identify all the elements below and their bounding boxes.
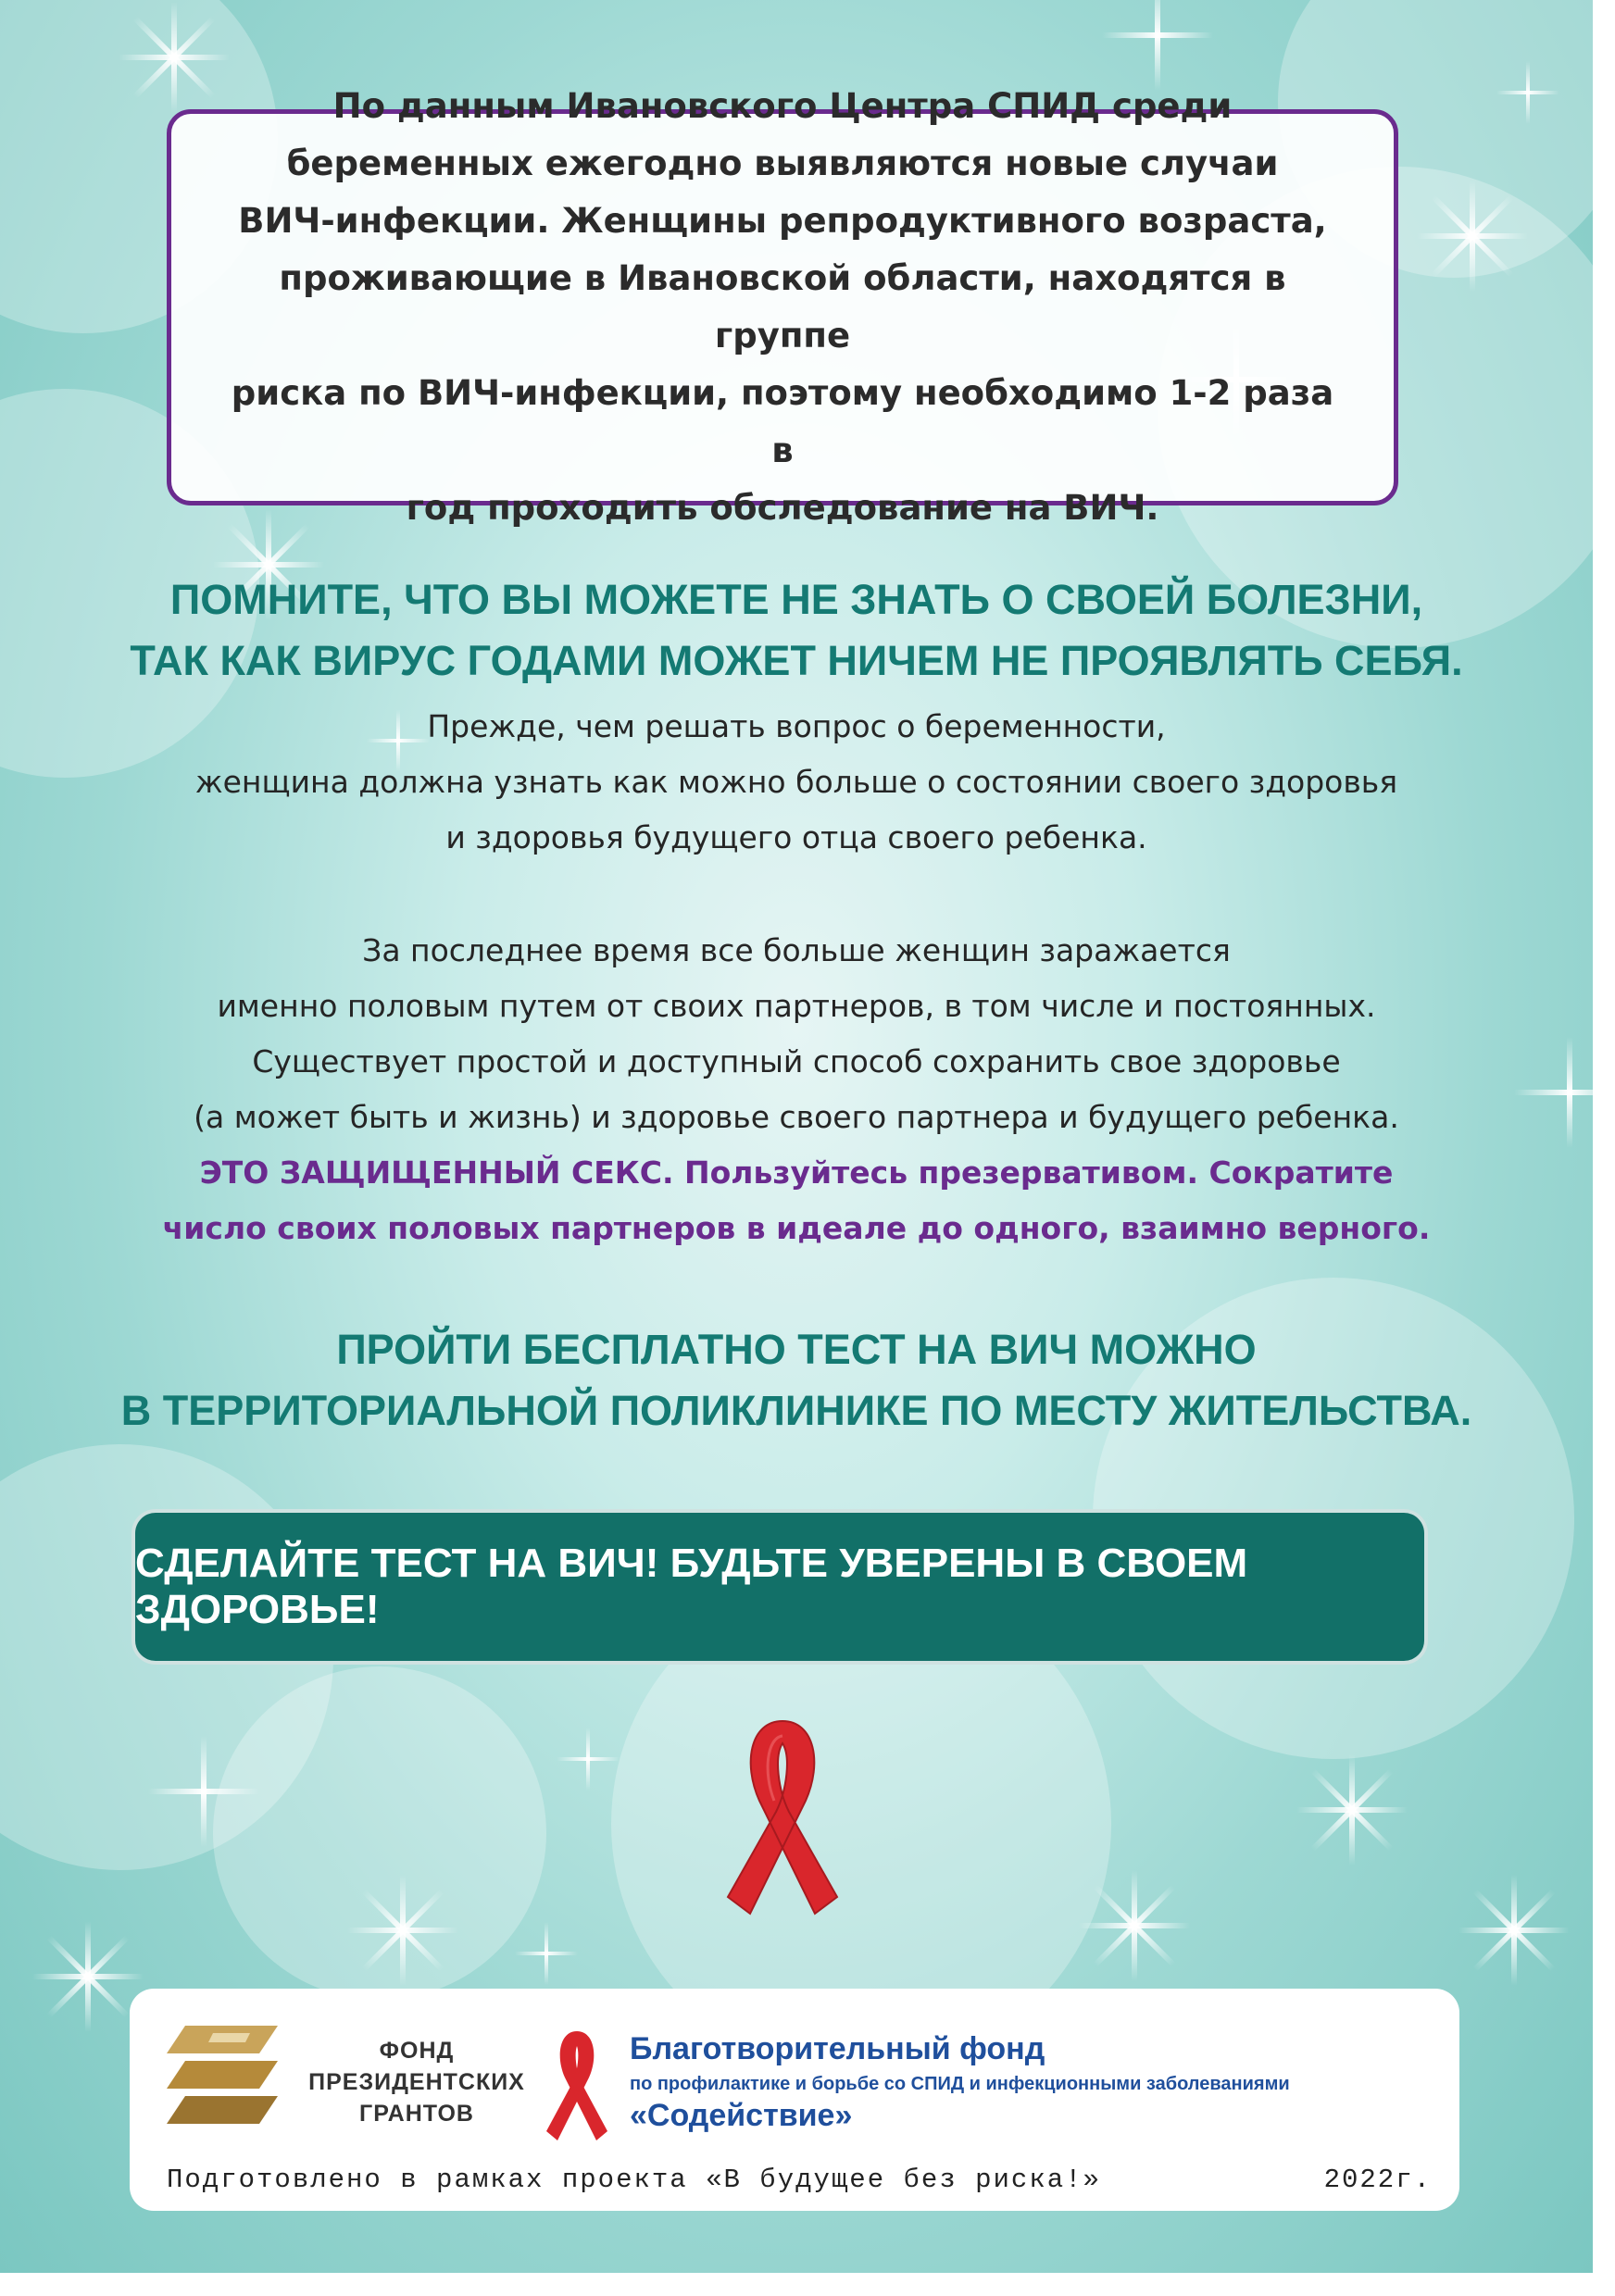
project-credit: Подготовлено в рамках проекта «В будущее без риска!»	[167, 2165, 1101, 2195]
headline-line: ПОМНИТЕ, ЧТО ВЫ МОЖЕТЕ НЕ ЗНАТЬ О СВОЕЙ БОЛЕЗНИ,	[169, 576, 1423, 623]
pregnancy-paragraph	[0, 699, 1593, 866]
headline-line: В ТЕРРИТОРИАЛЬНОЙ ПОЛИКЛИНИКЕ ПО МЕСТУ ЖИТЕЛЬСТВА.	[120, 1387, 1472, 1434]
presidential-grants-logo-icon	[157, 2016, 287, 2137]
banner-text: СДЕЛАЙТЕ ТЕСТ НА ВИЧ! БУДЬТЕ УВЕРЕНЫ В СВОЕМ ЗДОРОВЬЕ!	[135, 1541, 1248, 1632]
fund-ribbon-icon	[545, 2026, 609, 2146]
intro-line: беременных ежегодно выявляются новые случаи	[286, 144, 1279, 183]
intro-line: проживающие в Ивановской области, находятся в группе	[279, 258, 1286, 356]
free-test-headline	[0, 1319, 1593, 1441]
paragraph-line: именно половым путем от своих партнеров, в том числе и постоянных.	[217, 988, 1376, 1024]
paragraph-line: (а может быть и жизнь) и здоровье своего партнера и будущего ребенка.	[194, 1099, 1399, 1135]
headline-line: ПРОЙТИ БЕСПЛАТНО ТЕСТ НА ВИЧ МОЖНО	[336, 1326, 1257, 1373]
intro-text	[227, 78, 1338, 537]
safe-sex-line: число своих половых партнеров в идеале до одного, взаимно верного.	[162, 1210, 1431, 1246]
intro-line: риска по ВИЧ-инфекции, поэтому необходимо 1-2 раза в	[231, 373, 1334, 470]
call-to-action-banner	[131, 1509, 1428, 1665]
fpg-line: ГРАНТОВ	[359, 2101, 474, 2127]
fpg-line: ПРЕЗИДЕНТСКИХ	[308, 2069, 525, 2095]
transmission-paragraph	[0, 923, 1593, 1145]
headline-line: ТАК КАК ВИРУС ГОДАМИ МОЖЕТ НИЧЕМ НЕ ПРОЯВЛЯТЬ СЕБЯ.	[130, 637, 1463, 684]
red-ribbon-icon	[722, 1708, 843, 1921]
intro-line: год проходить обследование на ВИЧ.	[406, 488, 1159, 528]
safe-sex-line: ЭТО ЗАЩИЩЕННЫЙ СЕКС. Пользуйтесь презервативом. Сократите	[199, 1154, 1394, 1191]
paragraph-line: женщина должна узнать как можно больше о состоянии своего здоровья	[194, 764, 1398, 800]
paragraph-line: и здоровья будущего отца своего ребенка.	[445, 819, 1147, 855]
fpg-line: ФОНД	[379, 2038, 455, 2064]
fund-subtitle: по профилактике и борьбе со СПИД и инфекционными заболеваниями	[630, 2074, 1290, 2094]
safe-sex-text	[0, 1145, 1593, 1256]
intro-line: ВИЧ-инфекции. Женщины репродуктивного возраста,	[238, 201, 1327, 241]
remember-headline	[0, 569, 1593, 692]
fund-name: «Содействие»	[630, 2098, 853, 2133]
paragraph-line: Прежде, чем решать вопрос о беременности,	[427, 708, 1166, 744]
presidential-grants-name	[306, 2035, 528, 2129]
intro-line: По данным Ивановского Центра СПИД среди	[332, 86, 1233, 126]
fund-title: Благотворительный фонд	[630, 2031, 1045, 2066]
footer-panel	[130, 1989, 1459, 2211]
intro-box	[167, 86, 1398, 528]
paragraph-line: Существует простой и доступный способ сохранить свое здоровье	[252, 1043, 1341, 1079]
year-label: 2022г.	[1323, 2165, 1432, 2195]
paragraph-line: За последнее время все больше женщин заражается	[362, 932, 1231, 968]
